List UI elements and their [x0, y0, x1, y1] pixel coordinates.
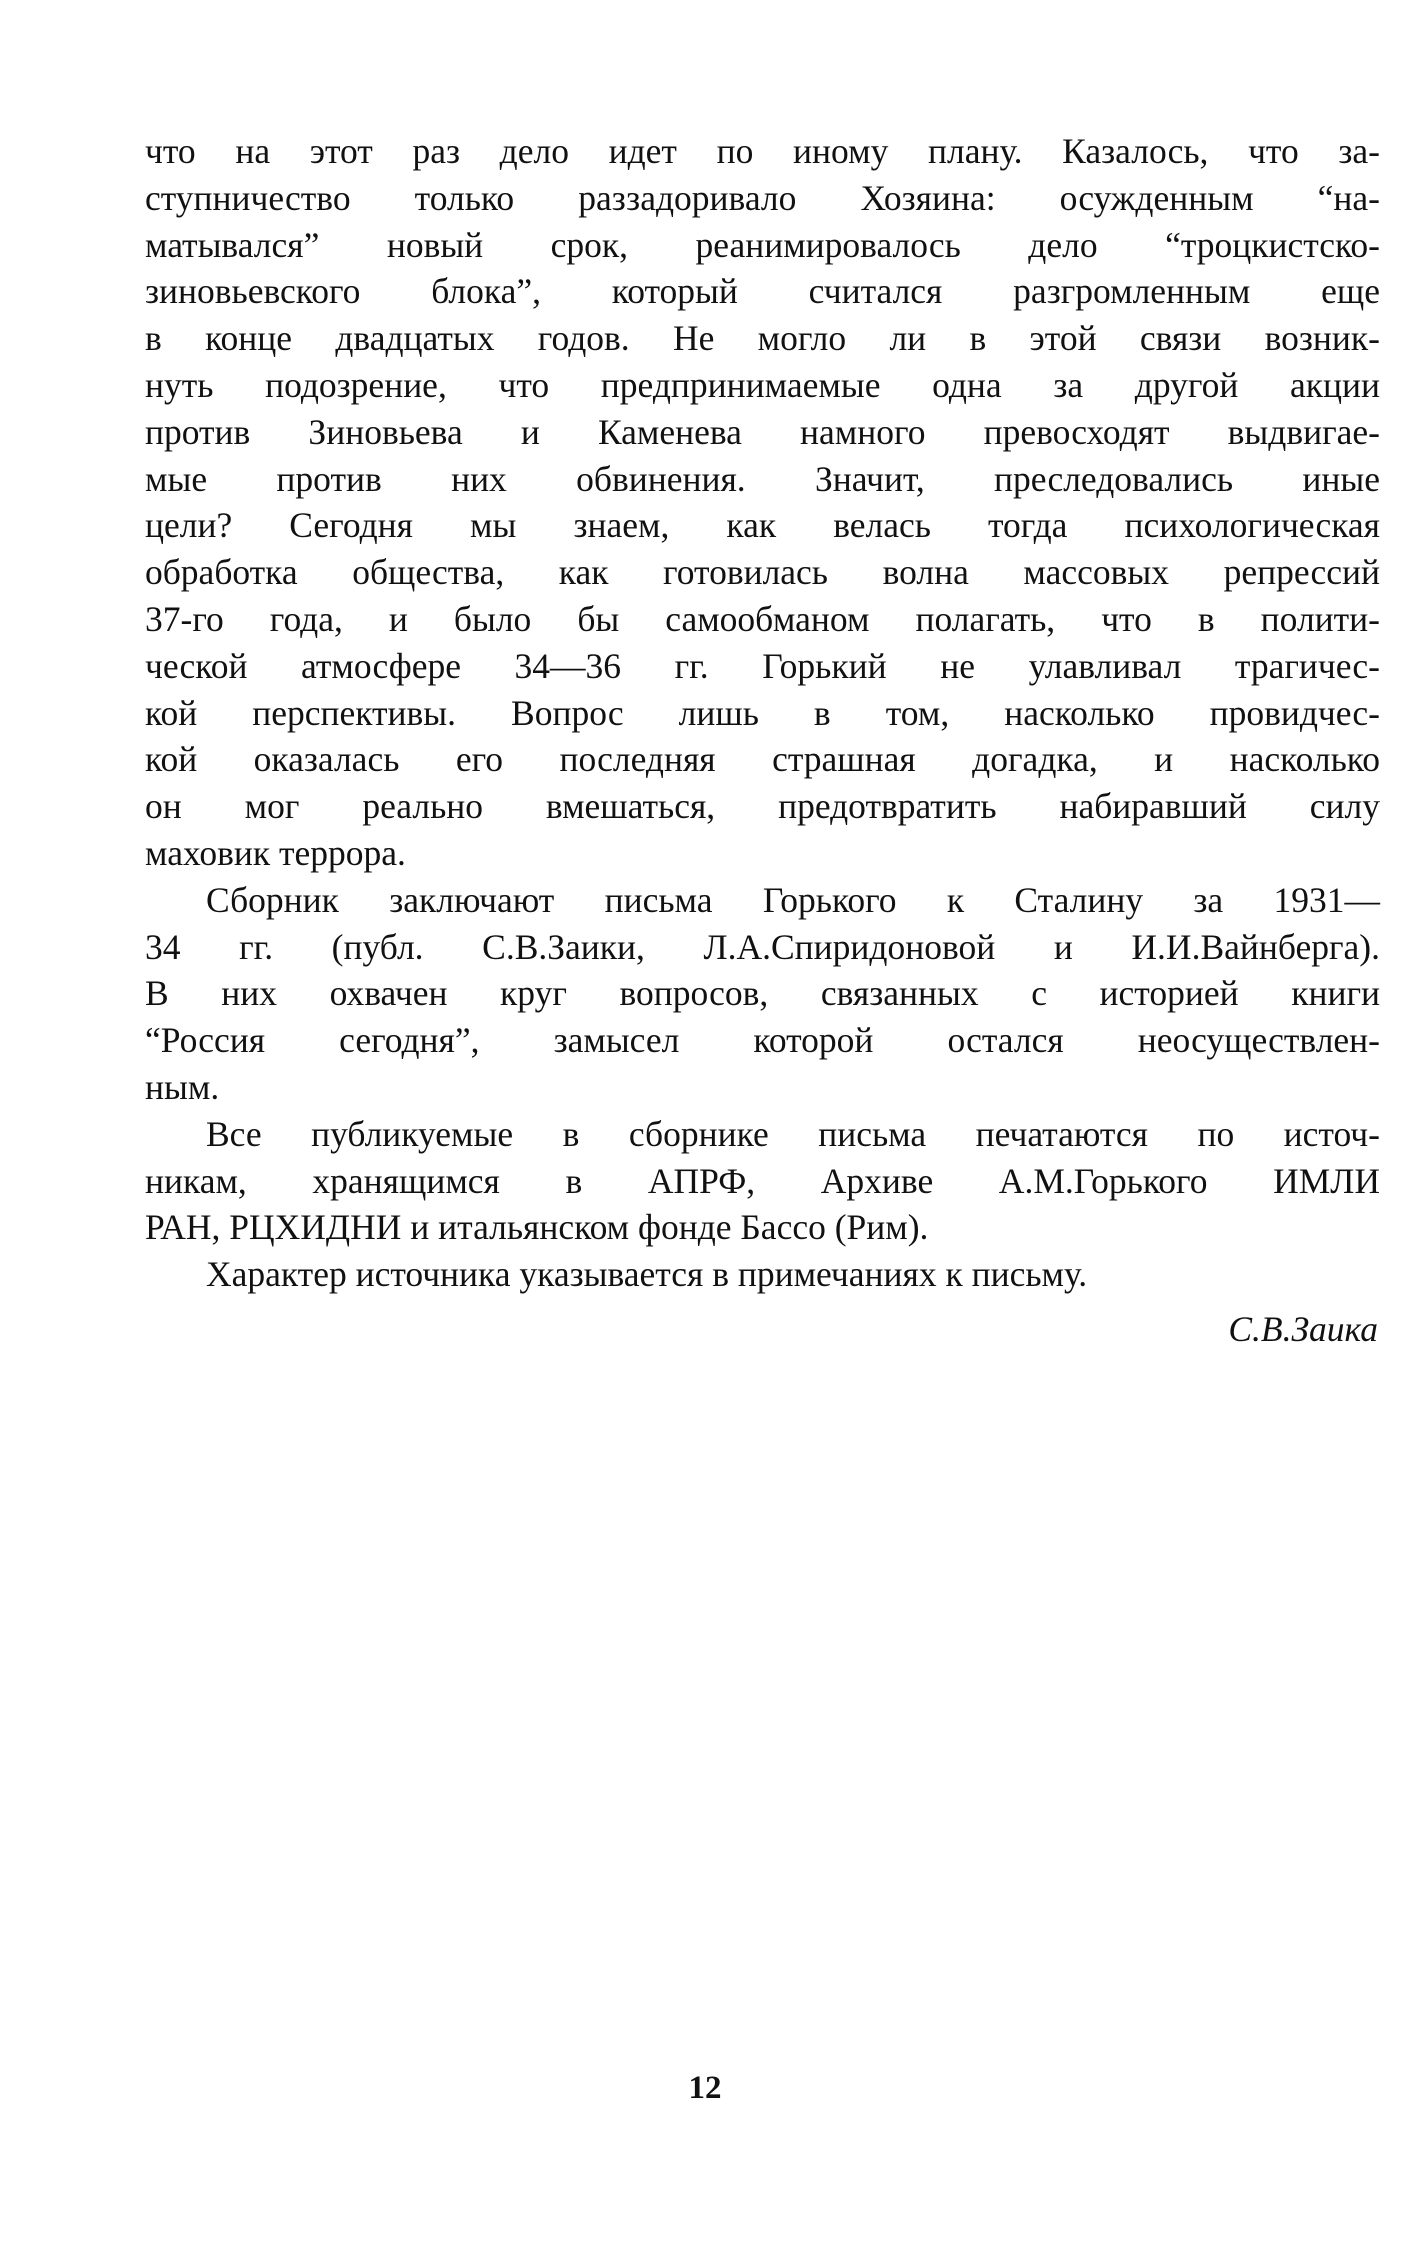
text-line: в конце двадцатых годов. Не могло ли в этой связи возник-: [145, 318, 1380, 359]
text-line: Сборник заключают письма Горького к Сталину за 1931—: [206, 879, 1380, 920]
text-line: цели? Сегодня мы знаем, как велась тогда психологическая: [145, 505, 1380, 546]
paragraph: [145, 1111, 1380, 1251]
text-line: кой перспективы. Вопрос лишь в том, насколько провидчес-: [145, 692, 1380, 733]
text-line: кой оказалась его последняя страшная догадка, и насколько: [145, 739, 1380, 780]
paragraph: [145, 1251, 1380, 1298]
text-line: против Зиновьева и Каменева намного превосходят выдвигае-: [145, 411, 1380, 452]
document-page: [145, 128, 1380, 1353]
text-line: РАН, РЦХИДНИ и итальянском фонде Бассо (Рим).: [145, 1207, 929, 1248]
page-number: 12: [688, 2070, 722, 2106]
text-line: нуть подозрение, что предпринимаемые одна за другой акции: [145, 364, 1380, 405]
text-line: “Россия сегодня”, замысел которой остался неосуществлен-: [145, 1020, 1380, 1061]
text-line: обработка общества, как готовилась волна массовых репрессий: [145, 552, 1380, 593]
text-line: маховик террора.: [145, 832, 406, 873]
document-body: [145, 128, 1380, 1298]
text-line: Все публикуемые в сборнике письма печатаются по источ-: [206, 1113, 1380, 1154]
text-line: что на этот раз дело идет по иному плану. Казалось, что за-: [145, 131, 1380, 171]
paragraph: [145, 128, 1380, 877]
text-line: В них охвачен круг вопросов, связанных с историей книги: [145, 973, 1380, 1014]
paragraph: [145, 877, 1380, 1111]
text-line: 34 гг. (публ. С.В.Заики, Л.А.Спиридоновой и И.И.Вайнберга).: [145, 926, 1380, 967]
text-line: мые против них обвинения. Значит, преследовались иные: [145, 458, 1380, 499]
text-line: Характер источника указывается в примечаниях к письму.: [206, 1254, 1088, 1295]
text-line: зиновьевского блока”, который считался разгромленным еще: [145, 271, 1380, 312]
text-line: ным.: [145, 1066, 220, 1107]
text-line: ческой атмосфере 34—36 гг. Горький не улавливал трагичес-: [145, 645, 1380, 686]
text-line: никам, хранящимся в АПРФ, Архиве А.М.Горького ИМЛИ: [145, 1160, 1380, 1201]
author-signature: С.В.Заика: [1228, 1308, 1378, 1349]
text-line: он мог реально вмешаться, предотвратить набиравший силу: [145, 786, 1380, 827]
text-line: 37-го года, и было бы самообманом полагать, что в полити-: [145, 598, 1380, 639]
text-line: ступничество только раззадоривало Хозяина: осужденным “на-: [145, 177, 1380, 218]
text-line: матывался” новый срок, реанимировалось дело “троцкистско-: [145, 224, 1380, 265]
